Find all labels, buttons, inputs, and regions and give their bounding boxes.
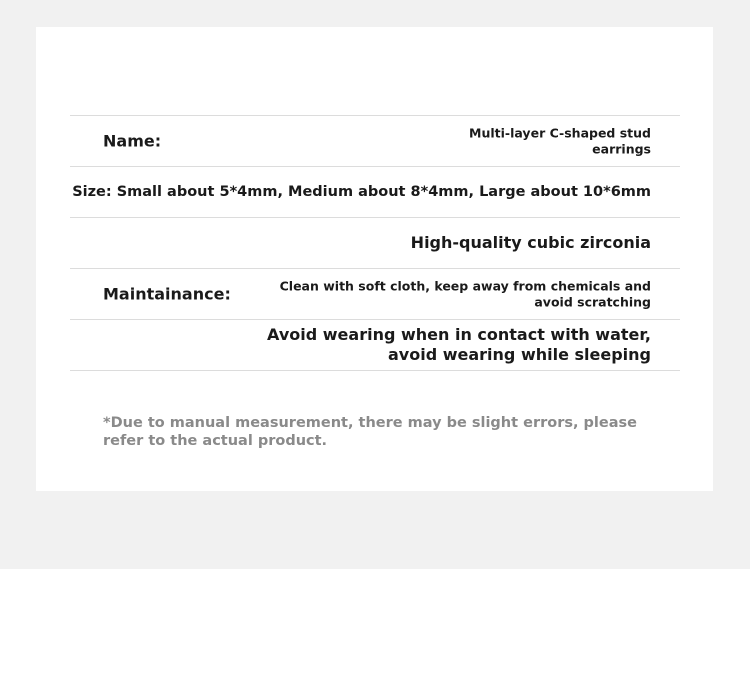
material-value: High-quality cubic zirconia — [410, 233, 651, 252]
maintenance-label: Maintainance: — [103, 284, 231, 304]
measurement-note: *Due to manual measurement, there may be slight errors, please refer to the actual product. — [103, 415, 637, 450]
wearing-value: Avoid wearing when in contact with water, avoid wearing while sleeping — [267, 325, 651, 364]
name-value: Multi-layer C-shaped stud earrings — [469, 125, 651, 156]
size-value: Size: Small about 5*4mm, Medium about 8*4mm, Large about 10*6mm — [72, 183, 651, 200]
maintenance-value: Clean with soft cloth, keep away from chemicals and avoid scratching — [279, 278, 651, 309]
name-label: Name: — [103, 131, 162, 151]
spec-row-maintenance — [70, 269, 680, 320]
spec-row-wearing — [70, 320, 680, 371]
spec-row-size — [70, 167, 680, 218]
spec-row-material — [70, 218, 680, 269]
spec-card — [36, 27, 713, 491]
spec-table — [70, 115, 680, 371]
spec-row-name — [70, 116, 680, 167]
